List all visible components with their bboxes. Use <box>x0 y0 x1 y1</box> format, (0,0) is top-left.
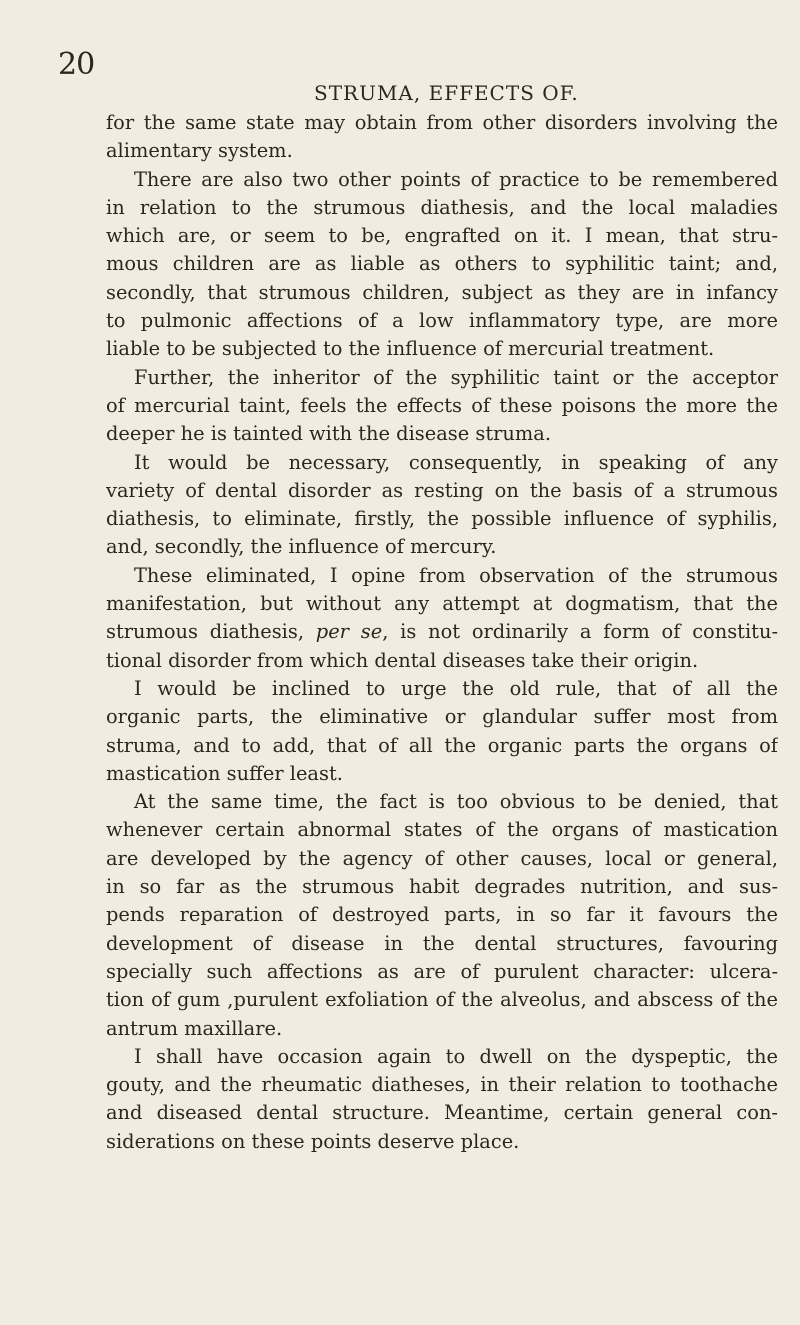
text-line: deeper he is tainted with the disease struma. <box>106 422 551 446</box>
text-line: liable to be subjected to the influence of mercurial treatment. <box>106 337 715 361</box>
text-line: in relation to the strumous diathesis, and the local maladies <box>106 195 778 219</box>
text-line: These eliminated, I opine from observation of the strumous <box>134 563 778 587</box>
text-line: diathesis, to eliminate, firstly, the possible influence of syphilis, <box>106 507 778 531</box>
text-line: mous children are as liable as others to syphilitic taint; and, <box>106 252 778 276</box>
text-line: I shall have occasion again to dwell on the dyspeptic, the <box>134 1044 778 1068</box>
text-line: It would be necessary, consequently, in speaking of any <box>134 450 778 474</box>
page-number: 20 <box>58 47 95 82</box>
text-line: specially such affections as are of purulent character: ulcera- <box>106 959 778 983</box>
text-line: antrum maxillare. <box>106 1016 283 1040</box>
text-line: variety of dental disorder as resting on the basis of a strumous <box>106 478 778 502</box>
text-line: which are, or seem to be, engrafted on it. I mean, that stru- <box>106 224 778 248</box>
text-line: There are also two other points of practice to be remembered <box>134 167 778 191</box>
text-line: gouty, and the rheumatic diatheses, in their relation to toothache <box>106 1073 778 1097</box>
text-line: manifestation, but without any attempt at dogmatism, that the <box>106 592 778 616</box>
text-line: strumous diathesis, per se, is not ordinarily a form of constitu- <box>106 620 778 644</box>
text-line: I would be inclined to urge the old rule, that of all the <box>134 676 778 700</box>
text-line: for the same state may obtain from other disorders involving the <box>106 111 778 134</box>
text-line: and diseased dental structure. Meantime, certain general con- <box>106 1101 778 1125</box>
text-line: tional disorder from which dental diseases take their origin. <box>106 648 699 672</box>
text-line: tion of gum ,purulent exfoliation of the alveolus, and abscess of the <box>106 988 778 1012</box>
text-line: Further, the inheritor of the syphilitic taint or the acceptor <box>134 365 778 389</box>
text-line: alimentary system. <box>106 139 293 163</box>
text-line: and, secondly, the influence of mercury. <box>106 535 497 559</box>
text-line: are developed by the agency of other causes, local or general, <box>106 846 778 870</box>
text-line: pends reparation of destroyed parts, in so far it favours the <box>106 903 778 927</box>
text-line: of mercurial taint, feels the effects of these poisons the more the <box>106 393 778 417</box>
body-text <box>106 109 778 1156</box>
italic-phrase: per se <box>315 620 383 644</box>
text-line: whenever certain abnormal states of the organs of mastication <box>106 818 778 842</box>
running-head: STRUMA, EFFECTS OF. <box>314 81 579 105</box>
text-line: to pulmonic affections of a low inflammatory type, are more <box>106 309 778 333</box>
text-line: secondly, that strumous children, subject as they are in infancy <box>106 280 778 304</box>
text-line: At the same time, the fact is too obvious to be denied, that <box>134 790 778 814</box>
text-line: organic parts, the eliminative or glandular suffer most from <box>106 705 778 729</box>
text-line: siderations on these points deserve place. <box>106 1129 520 1153</box>
text-line: mastication suffer least. <box>106 761 343 785</box>
text-line: development of disease in the dental structures, favouring <box>106 931 778 955</box>
text-line: in so far as the strumous habit degrades nutrition, and sus- <box>106 875 778 899</box>
text-line: struma, and to add, that of all the organic parts the organs of <box>106 733 778 757</box>
